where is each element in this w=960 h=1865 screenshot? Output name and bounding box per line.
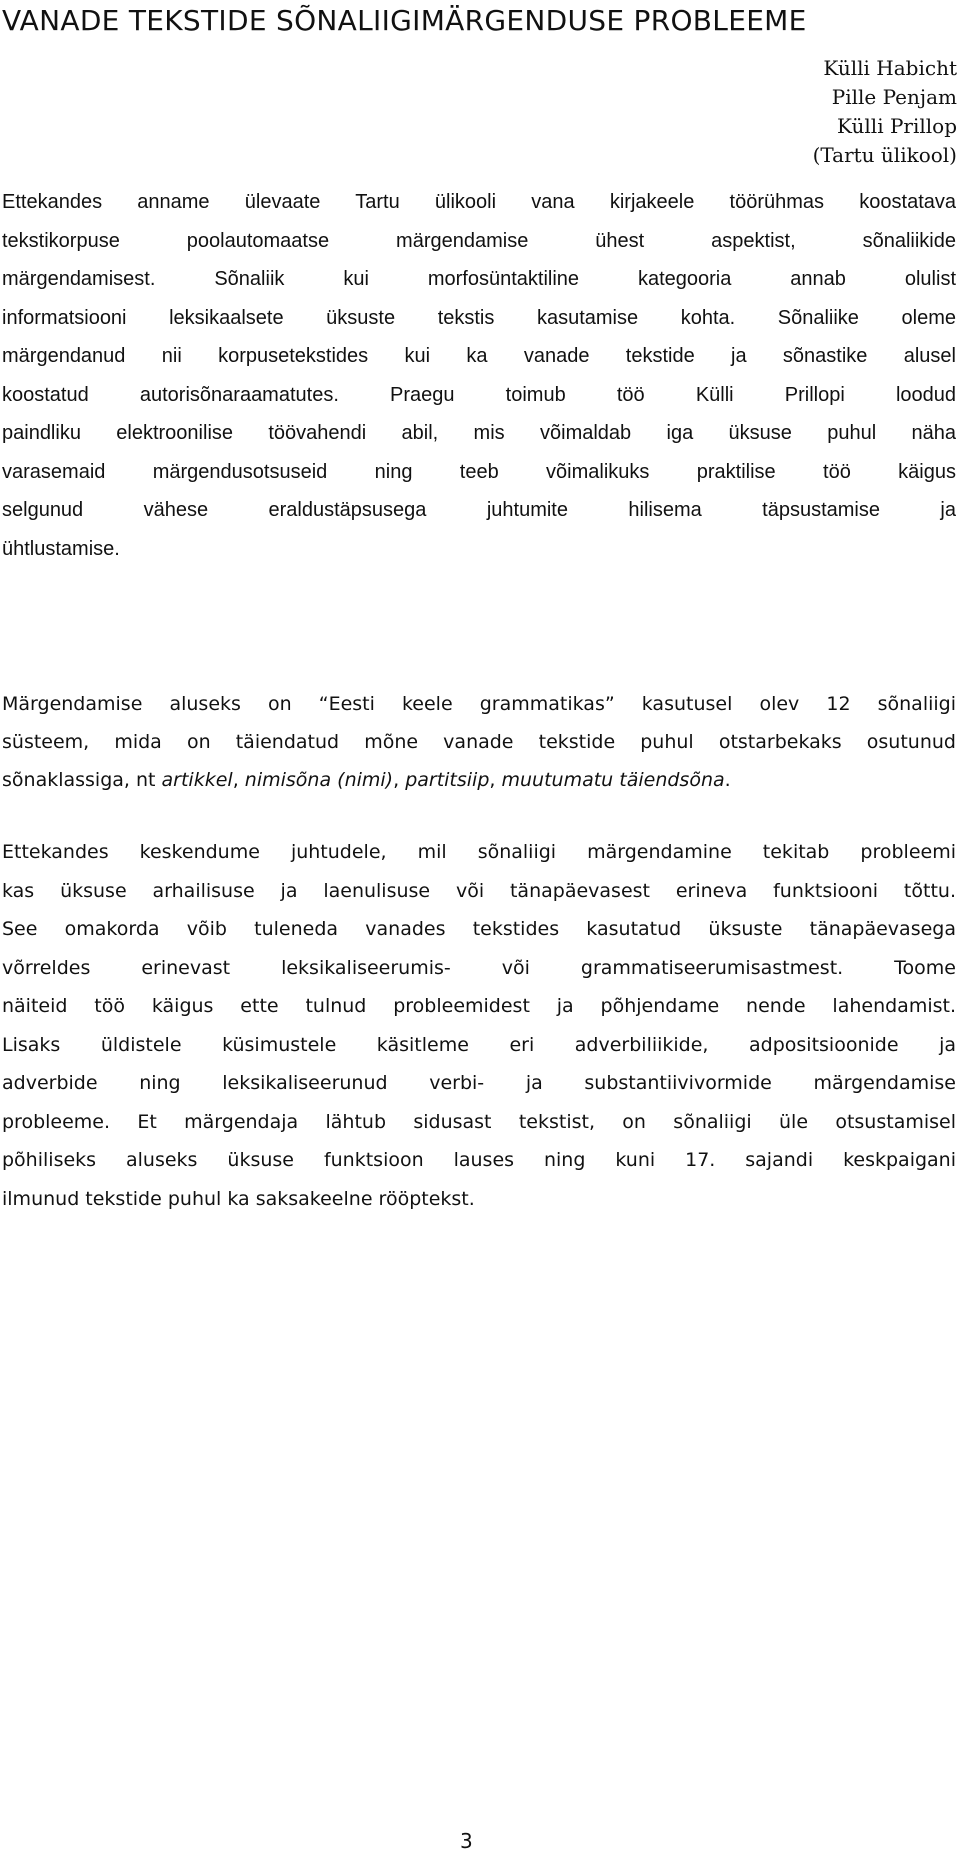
text-line: Märgendamise aluseks on “Eesti keele grammatikas” kasutusel olev 12 sõnaliigi [2,693,956,715]
term-italic: muutumatu täiendsõna [501,769,725,791]
text-line: näiteid töö käigus ette tulnud probleemidest ja põhjendame nende lahendamist. [2,995,956,1017]
term-italic: nimisõna (nimi) [244,769,394,791]
text-line: põhiliseks aluseks üksuse funktsioon lauses ning kuni 17. sajandi keskpaigani [2,1149,956,1171]
abstract-paragraph-3 [2,833,956,1218]
text-line: informatsiooni leksikaalsete üksuste tekstis kasutamise kohta. Sõnaliike oleme [2,306,956,329]
text-line: koostatud autorisõnaraamatutes. Praegu toimub töö Külli Prillopi loodud [2,383,956,406]
text-separator: , [232,769,245,791]
text-line: paindliku elektroonilise töövahendi abil, mis võimaldab iga üksuse puhul näha [2,422,956,444]
text-line: süsteem, mida on täiendatud mõne vanade tekstide puhul otstarbekaks osutunud [2,731,956,753]
text-line: adverbide ning leksikaliseerunud verbi- ja substantiivivormide märgendamise [2,1072,956,1094]
text-line: võrreldes erinevast leksikaliseerumis- või grammatiseerumisastmest. Toome [2,956,956,979]
text-line: probleeme. Et märgendaja lähtub sidusast tekstist, on sõnaliigi üle otsustamisel [2,1110,956,1133]
text-separator: , [489,769,502,791]
text-line: märgendanud nii korpusetekstides kui ka vanade tekstide ja sõnastike alusel [2,345,956,367]
text-line: varasemaid märgendusotsuseid ning teeb võimalikuks praktilise töö käigus [2,460,956,483]
text-line: ilmunud tekstide puhul ka saksakeelne rööptekst. [2,1187,475,1210]
text-segment: . [724,769,731,791]
author-block [813,54,957,170]
text-line: tekstikorpuse poolautomaatse märgendamise ühest aspektist, sõnaliikide [2,229,956,252]
text-line: Ettekandes keskendume juhtudele, mil sõnaliigi märgendamine tekitab probleemi [2,841,956,863]
text-line: See omakorda võib tuleneda vanades tekstides kasutatud üksuste tänapäevasega [2,918,956,940]
abstract-paragraph-1 [2,183,956,568]
author-affiliation: (Tartu ülikool) [812,143,957,167]
page-number: 3 [460,1829,473,1853]
text-line-with-terms [2,761,956,799]
term-italic: artikkel [161,769,233,791]
text-line: märgendamisest. Sõnaliik kui morfosüntaktiline kategooria annab olulist [2,268,956,290]
text-line: kas üksuse arhailisuse ja laenulisuse või tänapäevasest erineva funktsiooni tõttu. [2,879,956,902]
author-name: Külli Habicht [823,56,957,80]
abstract-paragraph-2 [2,685,956,799]
text-line: Ettekandes anname ülevaate Tartu ülikooli vana kirjakeele töörühmas koostatava [2,191,956,213]
document-title: VANADE TEKSTIDE SÕNALIIGIMÄRGENDUSE PROBLEEME [2,4,807,37]
text-separator: , [393,769,406,791]
text-segment: sõnaklassiga, nt [2,769,162,791]
author-name: Pille Penjam [831,85,957,109]
term-italic: partitsiip [405,769,490,791]
text-line: Lisaks üldistele küsimustele käsitleme eri adverbiliikide, adpositsioonide ja [2,1033,956,1056]
text-line: ühtlustamise. [2,537,120,560]
author-name: Külli Prillop [837,114,957,138]
text-line: selgunud vähese eraldustäpsusega juhtumite hilisema täpsustamise ja [2,499,956,521]
